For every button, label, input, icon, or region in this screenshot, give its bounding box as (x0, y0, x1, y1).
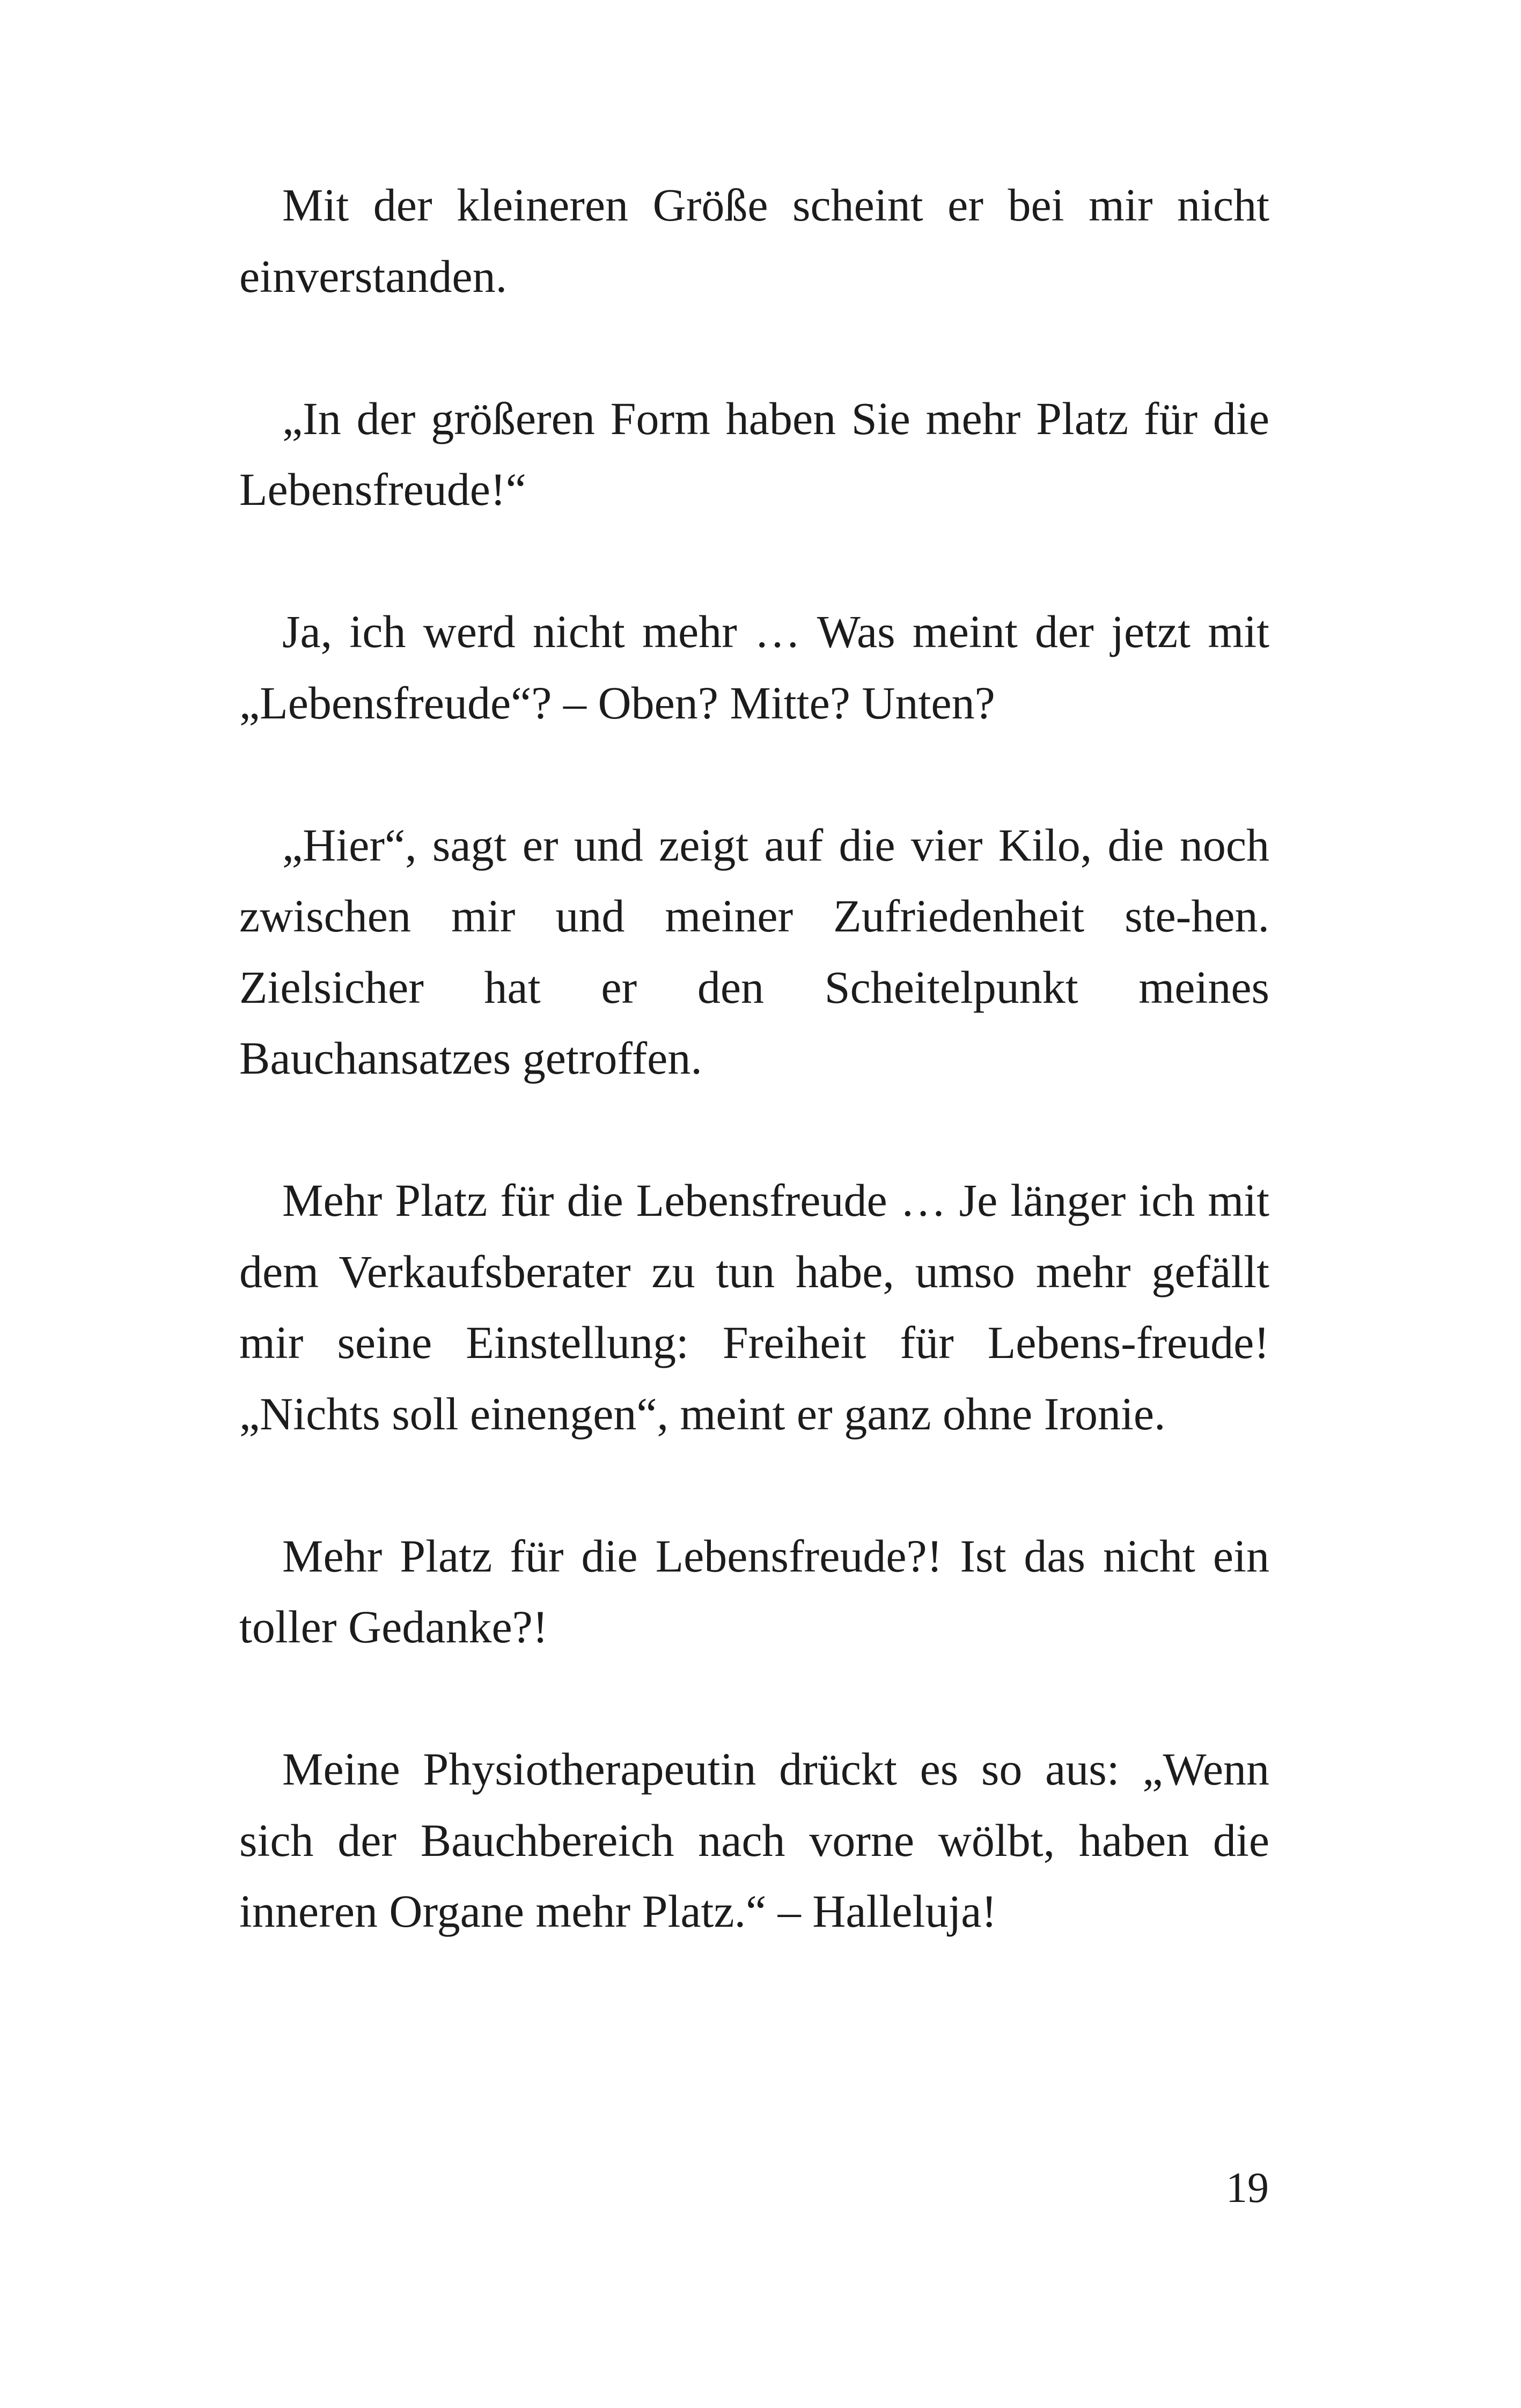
paragraph: Ja, ich werd nicht mehr … Was meint der jetzt mit „Lebensfreude“? – Oben? Mitte? Unten? (239, 606, 1269, 729)
body-text (239, 170, 1269, 1947)
paragraph: Meine Physiotherapeutin drückt es so aus: „Wenn sich der Bauchbereich nach vorne wölbt, haben die inneren Organe mehr Platz.“ – Halleluja! (239, 1743, 1269, 1937)
paragraph: „In der größeren Form haben Sie mehr Platz für die Lebensfreude!“ (239, 392, 1269, 515)
paragraph: Mehr Platz für die Lebensfreude?! Ist das nicht ein toller Gedanke?! (239, 1530, 1269, 1653)
paragraph: Mit der kleineren Größe scheint er bei mir nicht einverstanden. (239, 179, 1269, 302)
page-number: 19 (1226, 2164, 1269, 2212)
paragraph: Mehr Platz für die Lebensfreude … Je länger ich mit dem Verkaufsberater zu tun habe, umso mehr gefällt mir seine Einstellung: Freiheit für Lebens-freude! „Nichts soll einengen“, meint er ganz ohne Ironie. (239, 1174, 1269, 1440)
paragraph: „Hier“, sagt er und zeigt auf die vier Kilo, die noch zwischen mir und meiner Zufriedenheit ste-hen. Zielsicher hat er den Scheitelpunkt meines Bauchansatzes getroffen. (239, 819, 1269, 1084)
